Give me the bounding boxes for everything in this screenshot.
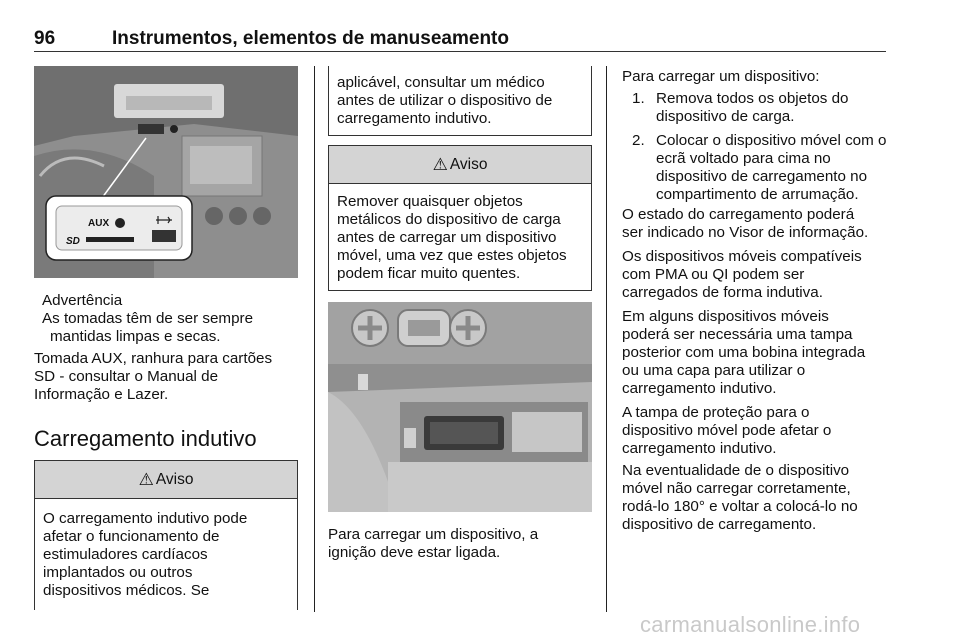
aviso-header (35, 461, 297, 499)
paragraph: Os dispositivos móveis compatíveis com PMA ou QI podem ser carregados de forma indutiva. (622, 248, 862, 301)
list-item: 1. Remova todos os objetos do dispositivo de carga. (632, 90, 849, 125)
text-line: dispositivos médicos. Se (43, 582, 210, 599)
advertencia-label: Advertência (42, 292, 123, 309)
text-line: móvel, uma vez que estes objetos (337, 247, 567, 264)
paragraph: Na eventualidade de o dispositivo móvel não carregar corretamente, rodá-lo 180° e voltar a colocá-lo no dispositivo de carregamento. (622, 462, 858, 533)
charging-steps (632, 90, 894, 204)
text-line: afetar o funcionamento de (43, 528, 220, 545)
text-line: ignição deve estar ligada. (328, 544, 501, 561)
text-line: podem ficar muito quentes. (337, 265, 521, 282)
text-line: SD - consultar o Manual de (34, 368, 219, 385)
charging-caption (328, 526, 538, 562)
text-line: O carregamento indutivo pode (43, 510, 248, 527)
text-line: Para carregar um dispositivo, a (328, 526, 539, 543)
section-title: Carregamento indutivo (34, 426, 257, 451)
warning-icon: ⚠ (138, 469, 154, 489)
column-divider (606, 66, 607, 612)
aviso-title: Aviso (449, 155, 488, 173)
text-line: estimuladores cardíacos (43, 546, 208, 563)
text-line: implantados ou outros (43, 564, 193, 581)
text-line: Remover quaisquer objetos (337, 193, 523, 210)
text-line: aplicável, consultar um médico (337, 74, 545, 91)
charging-intro: Para carregar um dispositivo: (622, 68, 820, 85)
aviso-continuation (328, 66, 592, 136)
text-line: Informação e Lazer. (34, 386, 169, 403)
svg-text:AUX: AUX (88, 218, 110, 229)
aux-paragraph (34, 350, 272, 404)
warning-icon: ⚠ (432, 154, 448, 174)
page-header (34, 22, 886, 52)
text-line: carregamento indutivo. (337, 110, 492, 127)
list-item: 2. Colocar o dispositivo móvel com o ecrã voltado para cima no dispositivo de carregamento no compartimento de arrumação. (632, 132, 887, 203)
advertencia-line: mantidas limpas e secas. (50, 328, 221, 345)
page-title: Instrumentos, elementos de manuseamento (112, 28, 509, 49)
dashboard-illustration (34, 66, 298, 278)
svg-text:SD: SD (66, 236, 80, 247)
watermark: carmanualsonline.info (640, 612, 861, 637)
aviso-box (34, 460, 298, 610)
advertencia-line: As tomadas têm de ser sempre (42, 310, 254, 327)
text-line: metálicos do dispositivo de carga (337, 211, 561, 228)
charging-compartment-illustration (328, 302, 592, 512)
paragraph: Em alguns dispositivos móveis poderá ser necessária uma tampa posterior com uma bobina integrada ou uma capa para utilizar o carregamento indutivo. (622, 308, 866, 397)
column-divider (314, 66, 315, 612)
aviso-body (35, 499, 297, 600)
page-number: 96 (34, 28, 56, 49)
aux-port-photo (34, 66, 298, 278)
paragraph: O estado do carregamento poderá ser indicado no Visor de informação. (622, 206, 869, 241)
text-line: Tomada AUX, ranhura para cartões (34, 350, 273, 367)
aviso-box-2 (328, 145, 592, 291)
text-line: antes de utilizar o dispositivo de (337, 92, 553, 109)
aviso-header (329, 146, 591, 184)
aviso-body (329, 184, 591, 283)
charging-pad-photo (328, 302, 592, 512)
text-line: antes de carregar um dispositivo (337, 229, 557, 246)
paragraph: A tampa de proteção para o dispositivo móvel pode afetar o carregamento indutivo. (622, 404, 832, 457)
advertencia-block (42, 292, 253, 346)
aviso-title: Aviso (155, 470, 194, 488)
